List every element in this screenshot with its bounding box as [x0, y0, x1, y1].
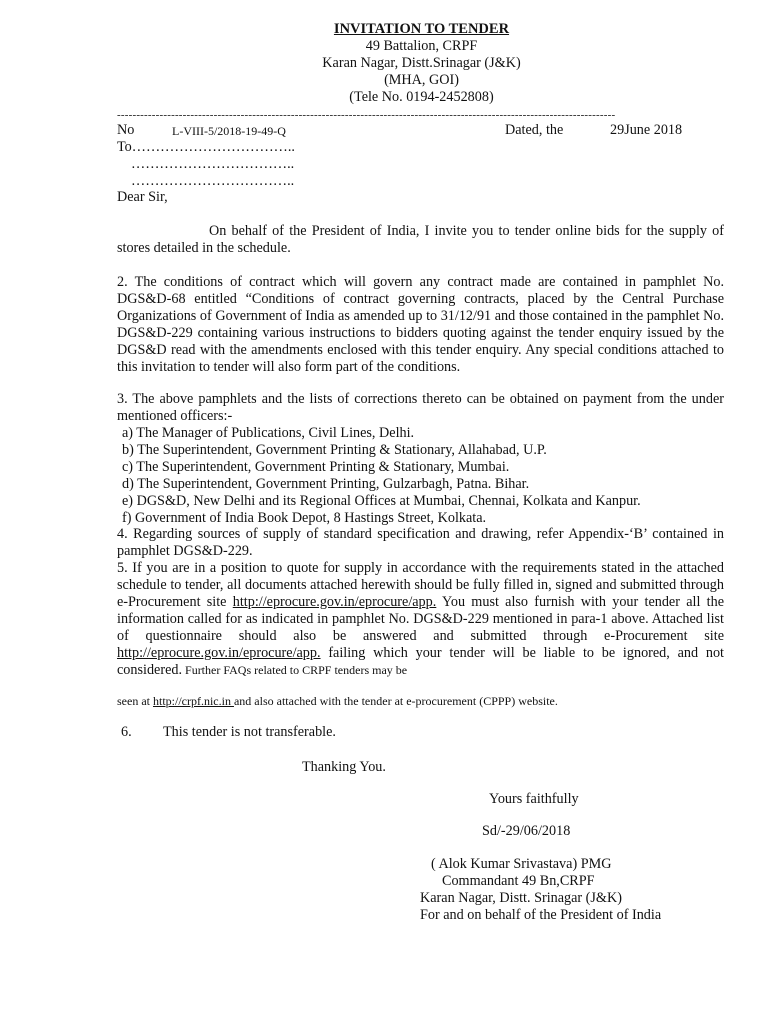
para5-text-b: You must also furnish with your tender all the information called for as indicated in pamphlet No. DGS&D-229 mentioned in para-1 above. Attached list of questionnaire should also be answered and submitted through e-Procurement site [117, 594, 724, 644]
ref-no-label: No [117, 122, 135, 138]
para5-text-c: failing which your tender will be liable to be ignored, and not considered. [117, 645, 724, 678]
dated-value: 29June 2018 [610, 122, 683, 138]
officers-list [122, 425, 641, 527]
address-line-2: …………………………….. [131, 156, 295, 172]
header-battalion: 49 Battalion, CRPF [365, 38, 478, 54]
paragraph-5 [117, 560, 724, 679]
intro-paragraph: On behalf of the President of India, I invite you to tender online bids for the supply of stores detailed in the schedule. [117, 223, 724, 256]
para5-faq-text: Further FAQs related to CRPF tenders may be [182, 663, 408, 677]
para5-text-a: 5. If you are in a position to quote for supply in accordance with the requirements stated in the attached schedule to tender, all documents attached herewith should be fully filled in, signed and submitted through e-Procurement site [117, 560, 724, 610]
paragraph-2: 2. The conditions of contract which will govern any contract made are contained in pamphlet No. DGS&D-68 entitled “Conditions of contract governing contracts, placed by the Central Purchase Organizations of Government of India as amended up to 31/12/91 and those contained in the pamphlet No. DGS&D-229 containing various instructions to bidders quoting against the tender enquiry issued by the DGS&D read with the amendments enclosed with this tender enquiry. Any special conditions attached to this invitation to tender will also form part of the conditions. [117, 274, 724, 375]
header-separator: --------------------------------------------------------------------------------------------------------------------------------- [117, 109, 616, 121]
crpf-link[interactable]: http://crpf.nic.in [152, 694, 234, 708]
seen-at-label: seen at [117, 694, 153, 708]
greeting: Dear Sir, [117, 189, 168, 205]
address-line-3: …………………………….. [131, 173, 295, 189]
seen-at-rest: and also attached with the tender at e-procurement (CPPP) website. [233, 694, 558, 708]
thanking-you: Thanking You. [302, 759, 386, 775]
header-address: Karan Nagar, Distt.Srinagar (J&K) [322, 55, 521, 71]
signature-date: Sd/-29/06/2018 [482, 823, 571, 839]
on-behalf-line: For and on behalf of the President of India [420, 907, 662, 923]
header-phone: (Tele No. 0194-2452808) [349, 89, 494, 105]
paragraph-4: 4. Regarding sources of supply of standard specification and drawing, refer Appendix-‘B’ contained in pamphlet DGS&D-229. [117, 526, 724, 559]
signatory-location: Karan Nagar, Distt. Srinagar (J&K) [420, 890, 622, 906]
to-line: To…………………………….. [117, 139, 295, 155]
header-ministry: (MHA, GOI) [384, 72, 459, 88]
eprocure-link-2[interactable]: http://eprocure.gov.in/eprocure/app. [117, 645, 321, 661]
paragraph-6-text: This tender is not transferable. [163, 724, 336, 740]
signatory-designation: Commandant 49 Bn,CRPF [442, 873, 595, 889]
list-item: e) DGS&D, New Delhi and its Regional Offices at Mumbai, Chennai, Kolkata and Kanpur. [122, 493, 641, 509]
list-item: f) Government of India Book Depot, 8 Hastings Street, Kolkata. [122, 510, 487, 526]
ref-no-value: L-VIII-5/2018-19-49-Q [172, 124, 286, 138]
list-item: a) The Manager of Publications, Civil Lines, Delhi. [122, 425, 415, 441]
seen-at-line [117, 693, 558, 710]
dated-label: Dated, the [505, 122, 564, 138]
yours-faithfully: Yours faithfully [489, 791, 579, 807]
signatory-name: ( Alok Kumar Srivastava) PMG [431, 856, 612, 872]
list-item: d) The Superintendent, Government Printing, Gulzarbagh, Patna. Bihar. [122, 476, 530, 492]
list-item: c) The Superintendent, Government Printing & Stationary, Mumbai. [122, 459, 510, 475]
list-item: b) The Superintendent, Government Printing & Stationary, Allahabad, U.P. [122, 442, 547, 458]
document-title: INVITATION TO TENDER [333, 21, 510, 37]
eprocure-link-1[interactable]: http://eprocure.gov.in/eprocure/app. [232, 594, 437, 610]
paragraph-3: 3. The above pamphlets and the lists of corrections thereto can be obtained on payment from the under mentioned officers:- [117, 391, 724, 424]
paragraph-6-number: 6. [121, 724, 132, 740]
